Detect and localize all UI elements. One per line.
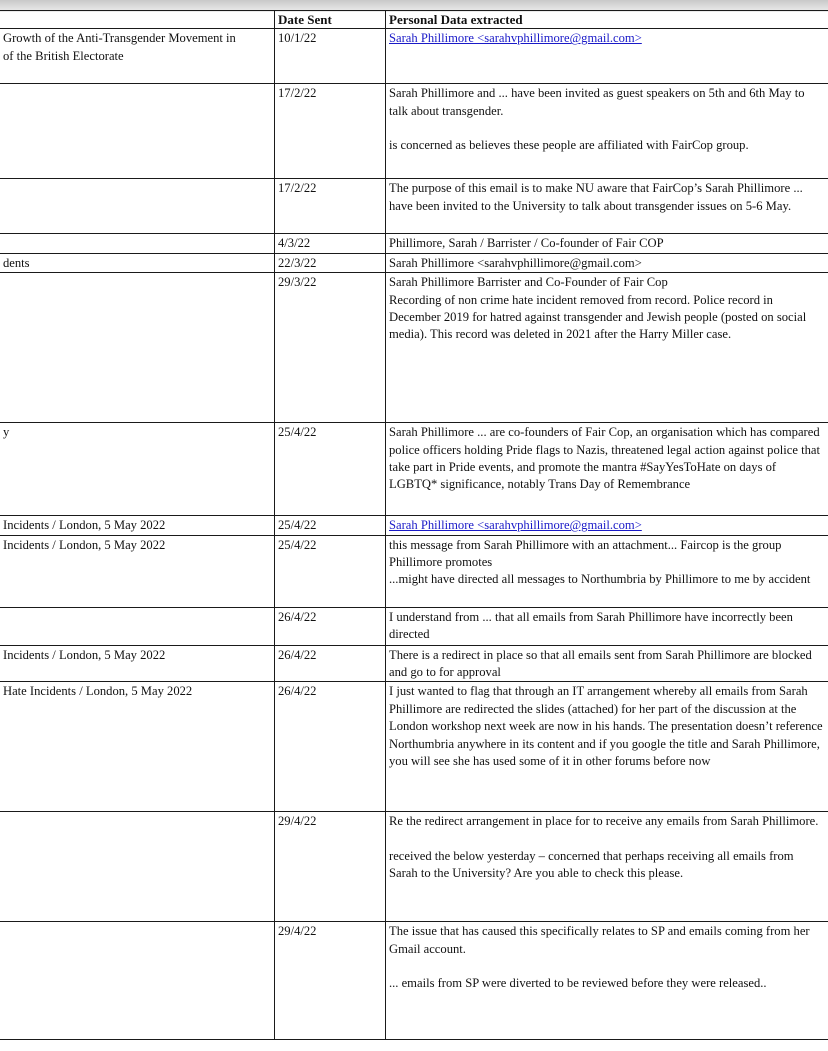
table-row [0,273,828,423]
row-personal-data [386,29,828,84]
data-paragraph: Sarah Phillimore Barrister and Co-Founder of Fair Cop [389,275,668,290]
row-subject [0,922,275,1040]
row-date-sent: 29/4/22 [275,922,386,1040]
table-row [0,812,828,922]
data-paragraph: received the below yesterday – concerned that perhaps receiving all emails from Sarah to the University? Are you able to check this please. [389,848,794,881]
row-date-sent: 26/4/22 [275,645,386,682]
table-row [0,179,828,234]
row-date-sent: 25/4/22 [275,423,386,516]
data-paragraph: Sarah Phillimore and ... have been invited as guest speakers on 5th and 6th May to talk about transgender. [389,86,805,118]
row-subject [0,645,275,682]
personal-data-table [0,10,828,1040]
paragraph-gap [389,831,825,848]
data-paragraph: The issue that has caused this specifically relates to SP and emails coming from her Gmail account. [389,924,810,956]
row-personal-data [386,607,828,645]
row-personal-data [386,273,828,423]
row-date-sent: 25/4/22 [275,516,386,535]
row-personal-data [386,179,828,234]
header-subject [0,11,275,29]
row-date-sent: 17/2/22 [275,179,386,234]
row-subject [0,516,275,535]
data-paragraph: is concerned as believes these people are affiliated with FairCop group. [389,138,749,153]
table-row [0,922,828,1040]
subject-line: of the British Electorate [3,48,124,63]
row-date-sent: 29/4/22 [275,812,386,922]
row-personal-data [386,812,828,922]
table-row [0,607,828,645]
row-personal-data [386,682,828,812]
table-row [0,423,828,516]
row-date-sent: 25/4/22 [275,535,386,607]
row-subject [0,234,275,253]
data-paragraph: Sarah Phillimore ... are co-founders of Fair Cop, an organisation which has compared police officers holding Pride flags to Nazis, threatened legal action against police that take part in Pride events, and promote the mantra #SayYesToHate on days of LGBTQ* significance, notably Trans Day of Remembrance [389,425,820,492]
row-subject [0,682,275,812]
row-personal-data [386,645,828,682]
data-paragraph: I just wanted to flag that through an IT arrangement whereby all emails from Sarah Phillimore are redirected the slides (attached) for her part of the discussion at the London workshop next week are now in his hands. The presentation doesn’t reference Northumbria anywhere in its content and if you google the title and Sarah Phillimore, you will see she has used some of it in other forums before now [389,684,823,769]
row-personal-data [386,922,828,1040]
row-subject [0,423,275,516]
row-personal-data [386,535,828,607]
subject-line: Incidents / London, 5 May 2022 [3,518,166,533]
row-date-sent: 17/2/22 [275,84,386,179]
header-row [0,11,828,29]
paragraph-gap [389,120,825,137]
table-row [0,253,828,272]
row-subject [0,29,275,84]
email-link[interactable]: Sarah Phillimore <sarahvphillimore@gmail.com> [389,518,642,533]
subject-line: Incidents / London, 5 May 2022 [3,647,166,662]
subject-line: y [3,425,10,440]
row-date-sent: 26/4/22 [275,682,386,812]
data-paragraph: Phillimore, Sarah / Barrister / Co-founder of Fair COP [389,236,664,251]
row-date-sent: 22/3/22 [275,253,386,272]
row-personal-data [386,253,828,272]
table-row [0,84,828,179]
table-row [0,535,828,607]
paragraph-gap [389,958,825,975]
row-subject [0,253,275,272]
data-paragraph: Sarah Phillimore <sarahvphillimore@gmail.com> [389,255,642,270]
row-date-sent: 26/4/22 [275,607,386,645]
row-subject [0,535,275,607]
subject-line: Incidents / London, 5 May 2022 [3,537,166,552]
data-paragraph: ... emails from SP were diverted to be reviewed before they were released.. [389,976,767,991]
row-subject [0,812,275,922]
table-row [0,645,828,682]
row-date-sent: 10/1/22 [275,29,386,84]
row-personal-data [386,516,828,535]
table-row [0,682,828,812]
subject-line: Growth of the Anti-Transgender Movement in [3,31,236,46]
data-paragraph: I understand from ... that all emails from Sarah Phillimore have incorrectly been directed [389,609,793,642]
row-date-sent: 4/3/22 [275,234,386,253]
row-personal-data [386,423,828,516]
row-subject [0,607,275,645]
row-subject [0,273,275,423]
table-row [0,234,828,253]
table-row [0,516,828,535]
table-row [0,29,828,84]
data-paragraph: this message from Sarah Phillimore with an attachment... Faircop is the group Phillimore promotes [389,537,782,570]
header-personal-data: Personal Data extracted [386,11,828,29]
row-personal-data [386,234,828,253]
header-date-sent: Date Sent [275,11,386,29]
data-paragraph: The purpose of this email is to make NU aware that FairCop’s Sarah Phillimore ... have been invited to the University to talk about transgender issues on 5-6 May. [389,181,803,213]
row-subject [0,179,275,234]
data-paragraph: ...might have directed all messages to Northumbria by Phillimore to me by accident [389,572,811,587]
row-subject [0,84,275,179]
subject-line: dents [3,255,30,270]
row-personal-data [386,84,828,179]
email-link[interactable]: Sarah Phillimore <sarahvphillimore@gmail.com> [389,31,642,46]
data-paragraph: Recording of non crime hate incident removed from record. Police record in December 2019 for hatred against transgender and Jewish people (posted on social media). This record was deleted in 2021 after the Harry Miller case. [389,292,807,342]
row-date-sent: 29/3/22 [275,273,386,423]
subject-line: Hate Incidents / London, 5 May 2022 [3,684,193,699]
data-paragraph: There is a redirect in place so that all emails sent from Sarah Phillimore are blocked and go to for approval [389,647,812,680]
data-paragraph: Re the redirect arrangement in place for to receive any emails from Sarah Phillimore. [389,814,819,829]
